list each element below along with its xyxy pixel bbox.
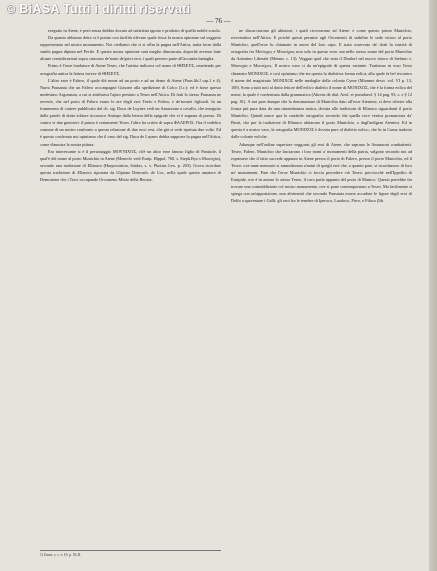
page-number: — 76 —: [206, 17, 231, 25]
paragraph: Adunque nell'ordine superiore veggonsi gli eroi di Atene, che saprano le Amazzoni combattenti. Teseo, Falero, Munichio che lasciarono i loro nomi a' monumenti della patria, valgono secondo noi ad esprimere che il fatto succede appunto in Atene presso il porto di Falero, presso il porto Munichio, ed il Teseo: ove tante memorie si rannodavano a'nomi di quegli eroi che, a quanto pare, si ricordassero di loro ne' monumenti. Pare che l'eroe Munichio ci faccia precedere ciò Teseo: perciocchè nell'Ippolito di Euripide, ove è in azione lo stesso Teseo, il coro parla appunto del porto di Munico. Questo potrebbe far trovare una contraddizione col nostro monumento, ove si pone contemporaneo a Teseo. Ma facilmente si spiega con un'apposizione, non altrimenti che secondo Pausania essere accadute le figure degli eroi di Delfo a spaventare i Galli: gli eroi fra le tenebre di Iperoco, Laodoco, Pirro, e Filaco (lib.: [231, 141, 412, 204]
paragraph: L'altro eroe è Falero, il quale diè nome ad un porto e ad un demo di Atene (Paus.lib.I cap.1 e 4). Narra Pausania che un Falero accompagnò Giasone alla spedizione di Colco (l.c.): ed è forse questo medesimo Argonauta, a cui si attribuiva l'ajuto prestato a Teseo nell'Attica. Di fatti lo stesso Pausania ne avverte, che nel porto di Falero erano le are degli eroi Tesèo e Falero, e de'nostrei figliuoli. In un frammento di cratere pubblicato dal ch. sig. Duca de Luynes vedi un Amazzone a cavallo, che inseguito dalle parole di dotto editore riconosce Antiope dalla lettera della epigrafe che vi è segnata di presso. Di contro vi due guerrieri: il primo è certamente Teseo, l'altro ha scritto di sopra ΦΑΛΕΡΟΣ. Ora il vedeliro comune di un nostro confronto a questa relazione di due eroi: resi, che già si vede ripetuta due volte. Ed è questo confronto noi opiniamo che il vaso del sig. Duca de Luynes debba supporre la pugna nell'Attica, come dimostra la nostra pittura.: [40, 77, 221, 147]
footnote: 1) Giorn. s. s. v. 10. p. XLII.: [40, 550, 221, 557]
scan-edge: [429, 0, 437, 571]
paragraph: Da quanto abbiamo detto si è potuto con facilità rilevare quale fosse la nostra opinione sul soggetto rappresentato nel nostro monumento. Noi crediamo che ci si offra la pugna nell'Attica, tratta forse dalla simile pugna dipinta nel Pecile. E questa nostra opinione sarà meglio dimostrata, dopochè avremo fatte alcune considerazioni sopra ciascuno de'nomi de'greci eroi, i quali presero parte all'accanita battaglia.: [40, 35, 221, 62]
copyright-watermark: © BiASA Tutti i diritti riservati: [6, 2, 191, 16]
paragraph: Era interessante si è il personaggio ΜΟΥΝΙΧΟΣ, ch'è un altro eroe fanoso figlio di Pantacle, il qual'è diè nome al porto Munichio in Atene (Menecle vedi Eurip. Hippol. 760, s. Steph.Byz.v.Μουνιχία), secondo una tradizione di Ellanico (Harpocration, Suidas, s. v. Photius Lex. p. 203). Giova ricordare questa tradizione di Ellanico riportata da Ulpiano Demosth. de Cor., nella quale questo amatore di Demostene che i Traci occupando Orcomeno Minio della Beozia,: [40, 148, 221, 182]
paragraph: Primo è l'eroe fondatore di Atene Teseo, che l'artista indicava col nome di ΘΗΣΕΥΣ, omettendo per ortografia antica la lettera invece di ΘΗΣΕΥΣ.: [40, 63, 221, 76]
left-text-column: [40, 27, 221, 183]
paragraph: ne discacciarono gli abitatori, i quali ricovrarono ad Atene: e come questo primo Munichio, ricevendosi nell'Attica. E poichè questi permise agli Orcomenii di stabilire le sede vicino al porto Munichio, quell'eroe fu chiamato in onore del loro capo. E stato osservato da' dotti la varietà di ortografia fra Μούνιχος e Μουνίχιος non solo in questo eroe, ma nello stesso nome del porto Munichio da Antonino Liberale (Metam. c. 13). Veggasi quel che nota il Dindorf nel nuovo tesoro di Stefano v. Μουνιχία e Μουνίχιος. Il nostro vaso ci da un'epigrafe di questa variante. Trattiamo in esso l'eroe chiamato ΜΟΝΙΧΟΣ: e così opiniamo che sia questa la dialettica forma eolica, alla quale fa bel riscontro il nome del magistrato ΜΟΝΙΧΟΣ nelle medaglie della colonia Cyme (Mionnet descr. vol. VI p. 13, 100). Sono a tutti noti al dotto lettore dell'eolico dialetto il nome di ΜΟΝΙΧΟΣ, che è la forma eolica del nome, la quale è confermata dalla grammatica (Ahrens de dial. Aeol. et pseudaeol. § 14 pag. 93, s. e § 12 pag. 81). A noi pare dunque che la dominazione di Munichio dato all'eroe Ateniese, si deve riferire alla forma più pura data da una rimembranza antica, dovuta alle tradizioni di Ellanico riguardanti il porto Munichio. Quindi nasce qua la variabile ortografia: secondo che quella voce veniva pronunciata da' Beoti, che per la tradizione di Ellanico abitarono il porto Munichio, o dagl'indigeni Ateniesi. Ed in questa è a nostro vaso, la ortografia ΜΟΝΙΧΟΣ è dovuta pure al dialetto eolico, che fu in Cuma tradotto dalle colonie eoliche.: [231, 28, 412, 140]
right-text-column: [231, 27, 412, 204]
paragraph: eseguito in Atene, è però senza dubbio dovuto ad un'artista ignoto e prodotto di quella nobile scuola.: [48, 28, 221, 33]
